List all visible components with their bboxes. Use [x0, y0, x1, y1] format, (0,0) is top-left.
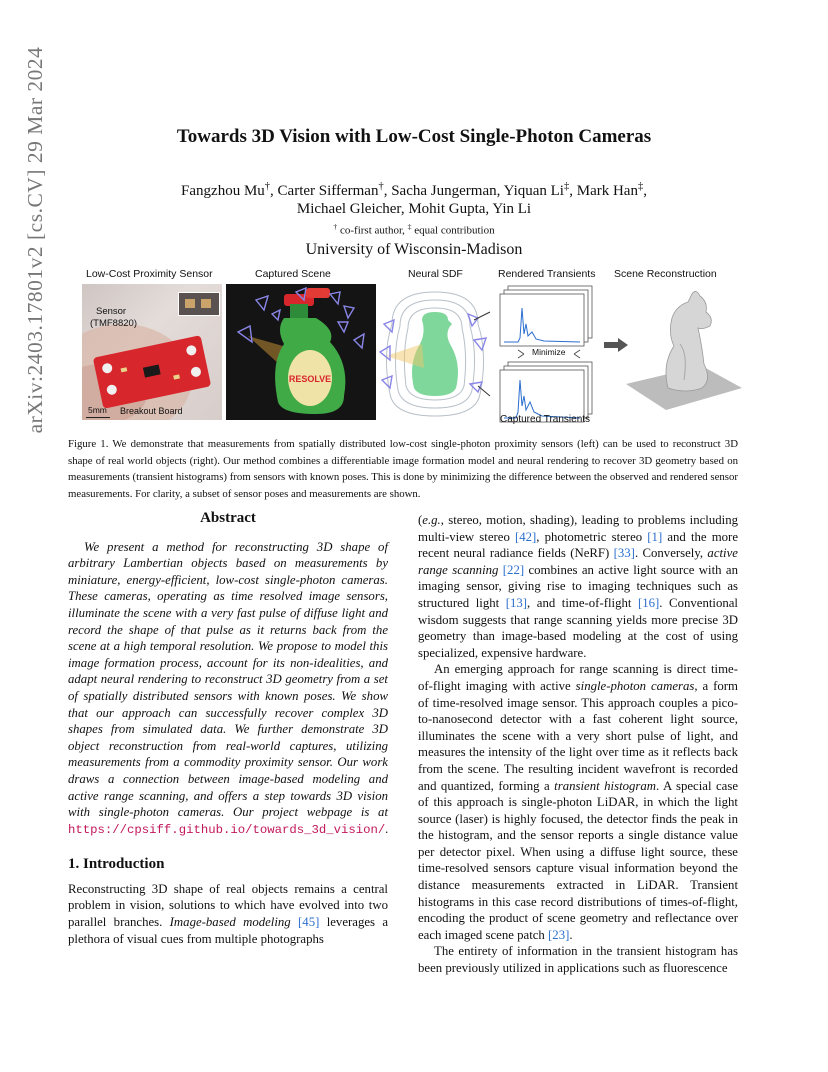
- sensor-photo: [82, 284, 222, 420]
- label-breakout-board: Breakout Board: [120, 406, 183, 416]
- right-column: [418, 512, 738, 977]
- text: , photometric stereo: [536, 529, 648, 544]
- right-paragraph-1: [418, 512, 738, 661]
- label-captured-transients: Captured Transients: [500, 414, 591, 425]
- label-sensor: Sensor: [96, 306, 127, 317]
- intro-text: Reconstructing 3D shape of real objects remains a central problem in vision, solutions to which have evolved into two parallel branches.: [68, 881, 388, 930]
- scene-reconstruction-render: [622, 284, 744, 420]
- figure-caption: Figure 1. We demonstrate that measurements from spatially distributed low-cost single-photon proximity sensors (left) can be used to reconstruct 3D shape of real world objects (right). Our method combines a differentiable image formation model and neural rendering to recover 3D geometry based on measurements (transient histograms) from sensors with known poses. This is done by minimizing the difference between the observed and rendered sensor measurements. For clarity, a subset of sensor poses and measurements are shown.: [68, 438, 738, 500]
- abstract-body: We present a method for reconstructing 3D shape of arbitrary Lambertian objects based on measurements by miniature, energy-efficient, low-cost single-photon cameras. These cameras, operating as time resolved image sensors, illuminate the scene with a very fast pulse of diffuse light and record the shape of that pulse as it returns back from the scene at a high temporal resolution. We propose to model this image formation process, account for its non-idealities, and adapt neural rendering to reconstruct 3D geometry from a set of spatially distributed sensors with known poses. We show that our approach can successfully recover complex 3D shapes from simulated data. We further demonstrate 3D object reconstruction from real-world captures, utilizing measurements from a commodity proximity sensor. Our work draws a connection between image-based modeling and active range scanning, and offers a step towards 3D vision with single-photon cameras. Our project webpage is at: [68, 539, 388, 820]
- transients-panel: [494, 284, 604, 428]
- captured-scene-illustration: [226, 284, 376, 420]
- label-sensor-model: (TMF8820): [90, 318, 137, 329]
- text: . Conventional wisdom suggests that range scanning yields more precise 3D geometry than image-based modeling at the cost of using specialized, expensive hardware.: [418, 595, 738, 660]
- citation-link[interactable]: [13]: [505, 595, 528, 610]
- author-name: Yiquan Li: [503, 183, 564, 199]
- citation-link[interactable]: [1]: [647, 529, 663, 544]
- text: . A special case of this approach is single-photon LiDAR, in which the light source (laser) is highly focused, the detector finds the peak in the histogram, and the sensor reports a single distance value per detector pixel. When using a diffuse light source, these time-resolved sensors capture visual information beyond the distance measurements extracted in LiDAR. Transient histograms in this case record distributions of times-of-flight, encoding the product of scene geometry and reflectance over each imaged scene patch: [418, 778, 739, 942]
- abstract-heading: Abstract: [200, 510, 256, 526]
- author-list-line-1: [60, 181, 768, 200]
- citation-link[interactable]: [45]: [298, 915, 320, 930]
- label-minimize: Minimize: [532, 347, 566, 357]
- affiliation: University of Wisconsin-Madison: [305, 241, 523, 258]
- citation-link[interactable]: [16]: [637, 595, 660, 610]
- label-scale: 5mm: [88, 405, 107, 415]
- intro-text: leverages a plethora of visual cues from multiple photographs: [68, 915, 388, 946]
- sensor-zoom-inset: [178, 292, 220, 316]
- citation-link[interactable]: [23]: [548, 927, 570, 942]
- emphasis: active range scanning: [418, 546, 738, 577]
- right-paragraph-2: [418, 661, 738, 943]
- ddagger-mark: ‡: [407, 222, 412, 231]
- label-rendered-transients: Rendered Transients: [498, 268, 596, 280]
- scale-bar: [86, 417, 110, 418]
- left-column: [68, 510, 388, 947]
- label-proximity-sensor: Low-Cost Proximity Sensor: [86, 268, 213, 280]
- emphasis: single-photon cameras: [575, 678, 695, 693]
- label-captured-scene: Captured Scene: [255, 268, 331, 280]
- abstract-text: [68, 539, 388, 839]
- reconstruction-illustration: [622, 284, 744, 420]
- citation-link[interactable]: [33]: [613, 546, 635, 561]
- text: .: [569, 927, 573, 942]
- text: , stereo, motion, shading), leading to problems including multi-view stereo: [418, 513, 738, 544]
- dagger-mark: †: [333, 222, 338, 231]
- author-separator: ,: [270, 183, 278, 199]
- text: , a form of time-resolved image sensor. This approach couples a pico-to-nanosecond detector with a fast coherent light source, illuminates the scene with a very short pulse of light, and measures the intensity of the light over time as it reflects back from the scene. The resulting incident wavefront is recorded and quantized, forming a: [418, 678, 739, 793]
- paper-title: Towards 3D Vision with Low-Cost Single-Photon Cameras: [176, 126, 652, 147]
- author-name: Mark Han: [576, 183, 638, 199]
- arxiv-stamp: arXiv:2403.17801v2 [cs.CV] 29 Mar 2024: [23, 46, 47, 434]
- abstract-end: .: [385, 821, 389, 836]
- author-separator: ,: [643, 183, 647, 199]
- figure-1: [82, 268, 744, 428]
- bottle-brand-label: RESOLVE: [288, 374, 332, 384]
- label-neural-sdf: Neural SDF: [408, 268, 463, 280]
- emphasis: transient histogram: [554, 778, 657, 793]
- emphasis: e.g.: [422, 513, 441, 527]
- neural-sdf-diagram: [378, 284, 492, 420]
- label-scene-reconstruction: Scene Reconstruction: [614, 268, 717, 280]
- neural-sdf-illustration: [378, 284, 492, 420]
- text: and the more recent neural radiance fields (NeRF): [418, 529, 738, 561]
- citation-link[interactable]: [22]: [502, 562, 525, 577]
- author-footnote: [60, 222, 768, 237]
- text: , and time-of-flight: [527, 595, 638, 610]
- author-separator: ,: [496, 183, 504, 199]
- introduction-heading: 1. Introduction: [68, 856, 165, 873]
- dagger-note: co-first author,: [337, 224, 408, 237]
- author-separator: ,: [383, 183, 392, 199]
- text: An emerging approach for range scanning is direct time-of-flight imaging with active: [418, 662, 738, 693]
- author-mark: ‡: [563, 181, 570, 192]
- project-webpage-link[interactable]: https://cpsiff.github.io/towards_3d_vision/: [68, 822, 386, 837]
- citation-link[interactable]: [42]: [514, 529, 537, 544]
- author-mark: ‡: [637, 181, 644, 192]
- author-mark: †: [378, 181, 384, 192]
- ddagger-note: equal contribution: [411, 224, 495, 237]
- intro-paragraph-1: [68, 881, 388, 947]
- author-name: Sacha Jungerman: [391, 183, 497, 199]
- author-separator: ,: [569, 183, 577, 199]
- author-list-line-2: Michael Gleicher, Mohit Gupta, Yin Li: [296, 201, 532, 217]
- author-mark: †: [264, 181, 271, 192]
- text: combines an active light source with an imaging sensor, giving rise to imaging techniques such as structured light: [418, 562, 738, 610]
- right-paragraph-3: The entirety of information in the transient histogram has been previously utilized in applications such as fluorescence: [418, 944, 738, 976]
- text: (: [418, 513, 423, 527]
- intro-emphasis: Image-based modeling: [169, 915, 291, 930]
- captured-scene-photo: [226, 284, 376, 420]
- author-name: Carter Sifferman: [277, 183, 379, 199]
- text: . Conversely,: [634, 546, 708, 561]
- author-name: Fangzhou Mu: [181, 183, 265, 199]
